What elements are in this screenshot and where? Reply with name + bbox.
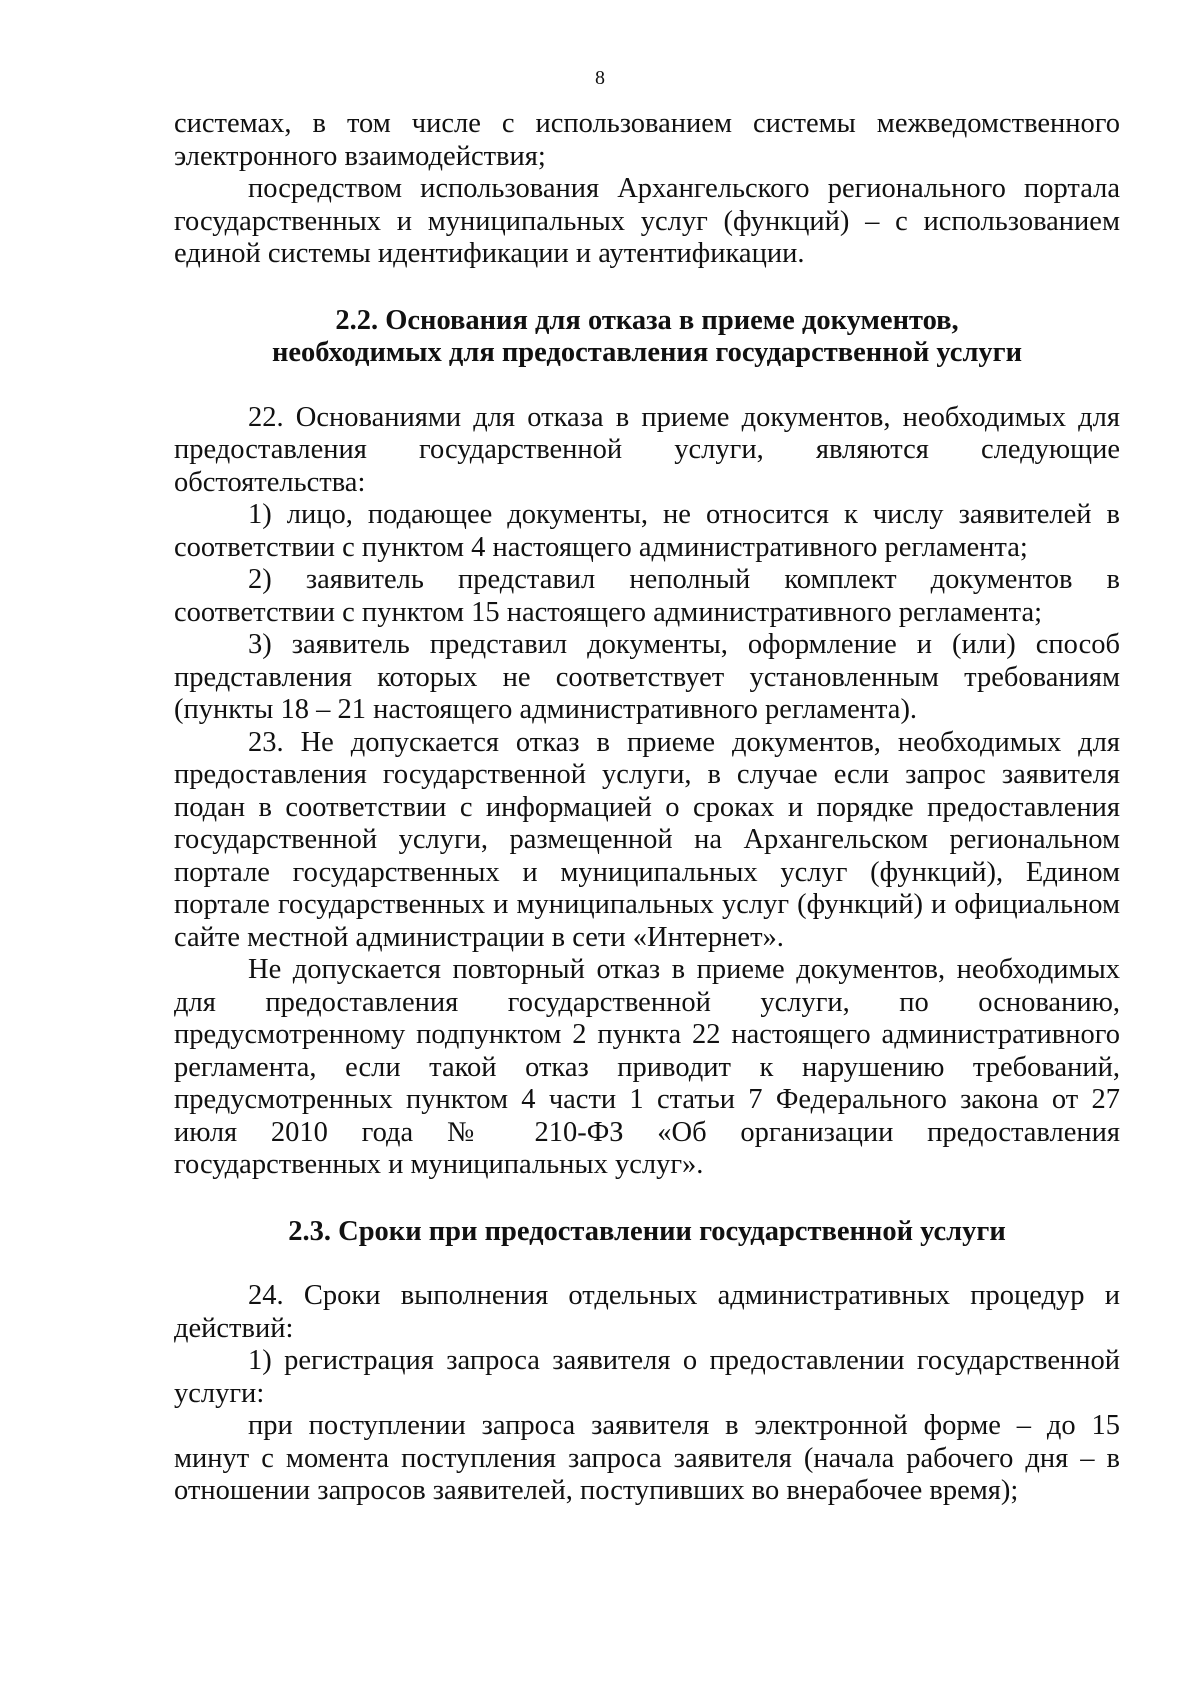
list-item-22-1: 1) лицо, подающее документы, не относится к числу заявителей в соответствии с пунктом 4 настоящего административного регламента; (174, 499, 1120, 563)
paragraph-continuation: системах, в том числе с использованием системы межведомственного электронного взаимодействия; (174, 108, 1120, 172)
paragraph-portal: посредством использования Архангельского регионального портала государственных и муниципальных услуг (функций) – с использованием единой системы идентификации и аутентификации. (174, 173, 1120, 269)
spacer (174, 370, 1120, 402)
spacer (174, 271, 1120, 305)
document-body (174, 108, 1120, 1508)
paragraph-23: 23. Не допускается отказ в приеме документов, необходимых для предоставления государственной услуги, в случае если запрос заявителя подан в соответствии с информацией о сроках и порядке предоставления государственной услуги, размещенной на Архангельском региональном портале государственных и муниципальных услуг (функций), Едином портале государственных и муниципальных услуг (функций) и официальном сайте местной администрации в сети «Интернет». (174, 726, 1120, 953)
list-item-22-3: 3) заявитель представил документы, оформление и (или) способ представления которых не соответствует установленным требованиям (пункты 18 – 21 настоящего административного регламента). (174, 629, 1120, 725)
page-number: 8 (595, 67, 605, 89)
section-heading-2-2-line1: 2.2. Основания для отказа в приеме документов, (335, 304, 959, 336)
section-heading-2-2 (174, 305, 1120, 370)
spacer (174, 1248, 1120, 1280)
paragraph-22: 22. Основаниями для отказа в приеме документов, необходимых для предоставления государственной услуги, являются следующие обстоятельства: (174, 401, 1120, 498)
section-heading-2-3: 2.3. Сроки при предоставлении государственной услуги (288, 1215, 1006, 1247)
paragraph-23-repeat-refusal: Не допускается повторный отказ в приеме документов, необходимых для предоставления государственной услуги, по основанию, предусмотренному подпунктом 2 пункта 22 настоящего административного регламента, если такой отказ приводит к нарушению требований, предусмотренных пунктом 4 части 1 статьи 7 Федерального закона от 27 июля 2010 года № 210-ФЗ «Об организации предоставления государственных и муниципальных услуг». (174, 954, 1120, 1180)
list-item-24-1: 1) регистрация запроса заявителя о предоставлении государственной услуги: (174, 1345, 1120, 1409)
section-heading-2-2-line2: необходимых для предоставления государственной услуги (271, 337, 1023, 368)
spacer (174, 1182, 1120, 1216)
paragraph-electronic-request: при поступлении запроса заявителя в электронной форме – до 15 минут с момента поступления запроса заявителя (начала рабочего дня – в отношении запросов заявителей, поступивших во внерабочее время); (174, 1410, 1120, 1506)
paragraph-24: 24. Сроки выполнения отдельных административных процедур и действий: (174, 1280, 1120, 1344)
list-item-22-2: 2) заявитель представил неполный комплект документов в соответствии с пунктом 15 настоящего административного регламента; (174, 564, 1120, 628)
